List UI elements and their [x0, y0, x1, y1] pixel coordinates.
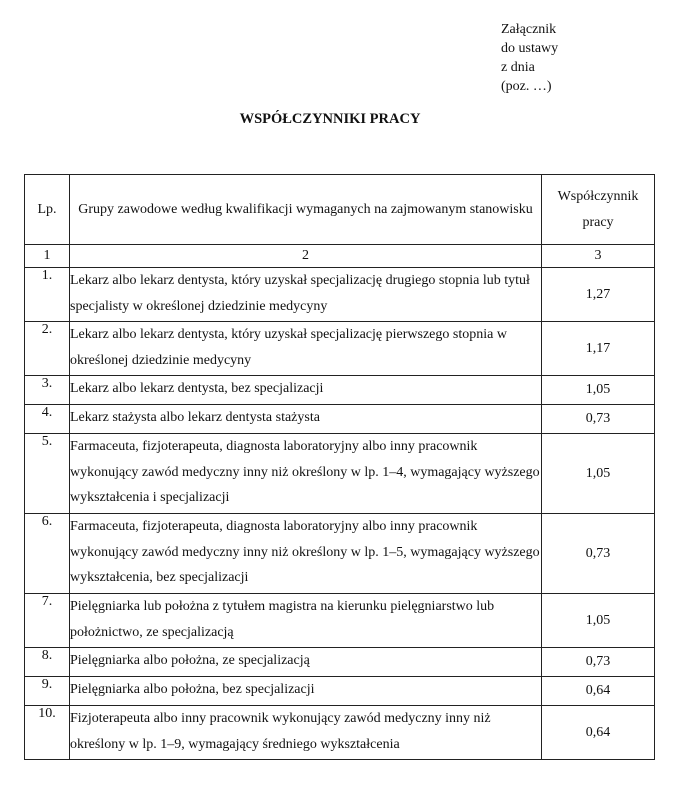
row-lp: 2.: [25, 322, 70, 376]
header-coefficient-line: Współczynnik: [557, 188, 639, 204]
table-row: [25, 514, 655, 594]
row-coefficient: 0,73: [542, 405, 655, 434]
table-row: [25, 648, 655, 677]
table-row: [25, 677, 655, 706]
row-lp: 3.: [25, 376, 70, 405]
table-row: [25, 594, 655, 648]
row-description: Lekarz stażysta albo lekarz dentysta stażysta: [70, 405, 542, 434]
row-description: Pielęgniarka lub położna z tytułem magistra na kierunku pielęgniarstwo lub położnictwo, ze specjalizacją: [70, 594, 542, 648]
row-coefficient: 0,64: [542, 706, 655, 760]
header-coefficient: [542, 175, 655, 245]
header-lp: Lp.: [25, 175, 70, 245]
row-description: Lekarz albo lekarz dentysta, który uzyskał specjalizację pierwszego stopnia w określonej dziedzinie medycyny: [70, 322, 542, 376]
column-number: 1: [25, 245, 70, 268]
header-group: Grupy zawodowe według kwalifikacji wymaganych na zajmowanym stanowisku: [70, 175, 542, 245]
table-header-row: [25, 175, 655, 245]
row-coefficient: 1,05: [542, 594, 655, 648]
annex-line: z dnia: [501, 60, 535, 75]
row-coefficient: 0,64: [542, 677, 655, 706]
row-lp: 9.: [25, 677, 70, 706]
table-row: [25, 322, 655, 376]
table-row: [25, 706, 655, 760]
table-row: [25, 405, 655, 434]
row-description: Lekarz albo lekarz dentysta, bez specjalizacji: [70, 376, 542, 405]
coefficients-table: [24, 174, 655, 760]
row-description: Pielęgniarka albo położna, bez specjalizacji: [70, 677, 542, 706]
row-description: Farmaceuta, fizjoterapeuta, diagnosta laboratoryjny albo inny pracownik wykonujący zawód medyczny inny niż określony w lp. 1–4, wymagający wyższego wykształcenia i specjalizacji: [70, 434, 542, 514]
row-description: Pielęgniarka albo położna, ze specjalizacją: [70, 648, 542, 677]
row-lp: 8.: [25, 648, 70, 677]
annex-line: Załącznik: [501, 22, 557, 37]
page-title: WSPÓŁCZYNNIKI PRACY: [239, 111, 421, 127]
row-lp: 6.: [25, 514, 70, 594]
header-coefficient-line: pracy: [582, 214, 614, 230]
row-lp: 7.: [25, 594, 70, 648]
row-lp: 5.: [25, 434, 70, 514]
column-number: 2: [70, 245, 542, 268]
row-coefficient: 1,27: [542, 268, 655, 322]
row-lp: 10.: [25, 706, 70, 760]
row-coefficient: 0,73: [542, 514, 655, 594]
row-coefficient: 0,73: [542, 648, 655, 677]
row-lp: 1.: [25, 268, 70, 322]
row-description: Fizjoterapeuta albo inny pracownik wykonujący zawód medyczny inny niż określony w lp. 1–9, wymagający średniego wykształcenia: [70, 706, 542, 760]
column-number-row: [25, 245, 655, 268]
table-row: [25, 434, 655, 514]
table-row: [25, 268, 655, 322]
table-row: [25, 376, 655, 405]
row-lp: 4.: [25, 405, 70, 434]
row-description: Lekarz albo lekarz dentysta, który uzyskał specjalizację drugiego stopnia lub tytuł specjalisty w określonej dziedzinie medycyny: [70, 268, 542, 322]
row-description: Farmaceuta, fizjoterapeuta, diagnosta laboratoryjny albo inny pracownik wykonujący zawód medyczny inny niż określony w lp. 1–5, wymagający wyższego wykształcenia, bez specjalizacji: [70, 514, 542, 594]
column-number: 3: [542, 245, 655, 268]
row-coefficient: 1,05: [542, 376, 655, 405]
row-coefficient: 1,05: [542, 434, 655, 514]
row-coefficient: 1,17: [542, 322, 655, 376]
annex-note: [501, 20, 558, 96]
annex-line: do ustawy: [501, 41, 559, 56]
annex-line: (poz. …): [501, 79, 552, 94]
